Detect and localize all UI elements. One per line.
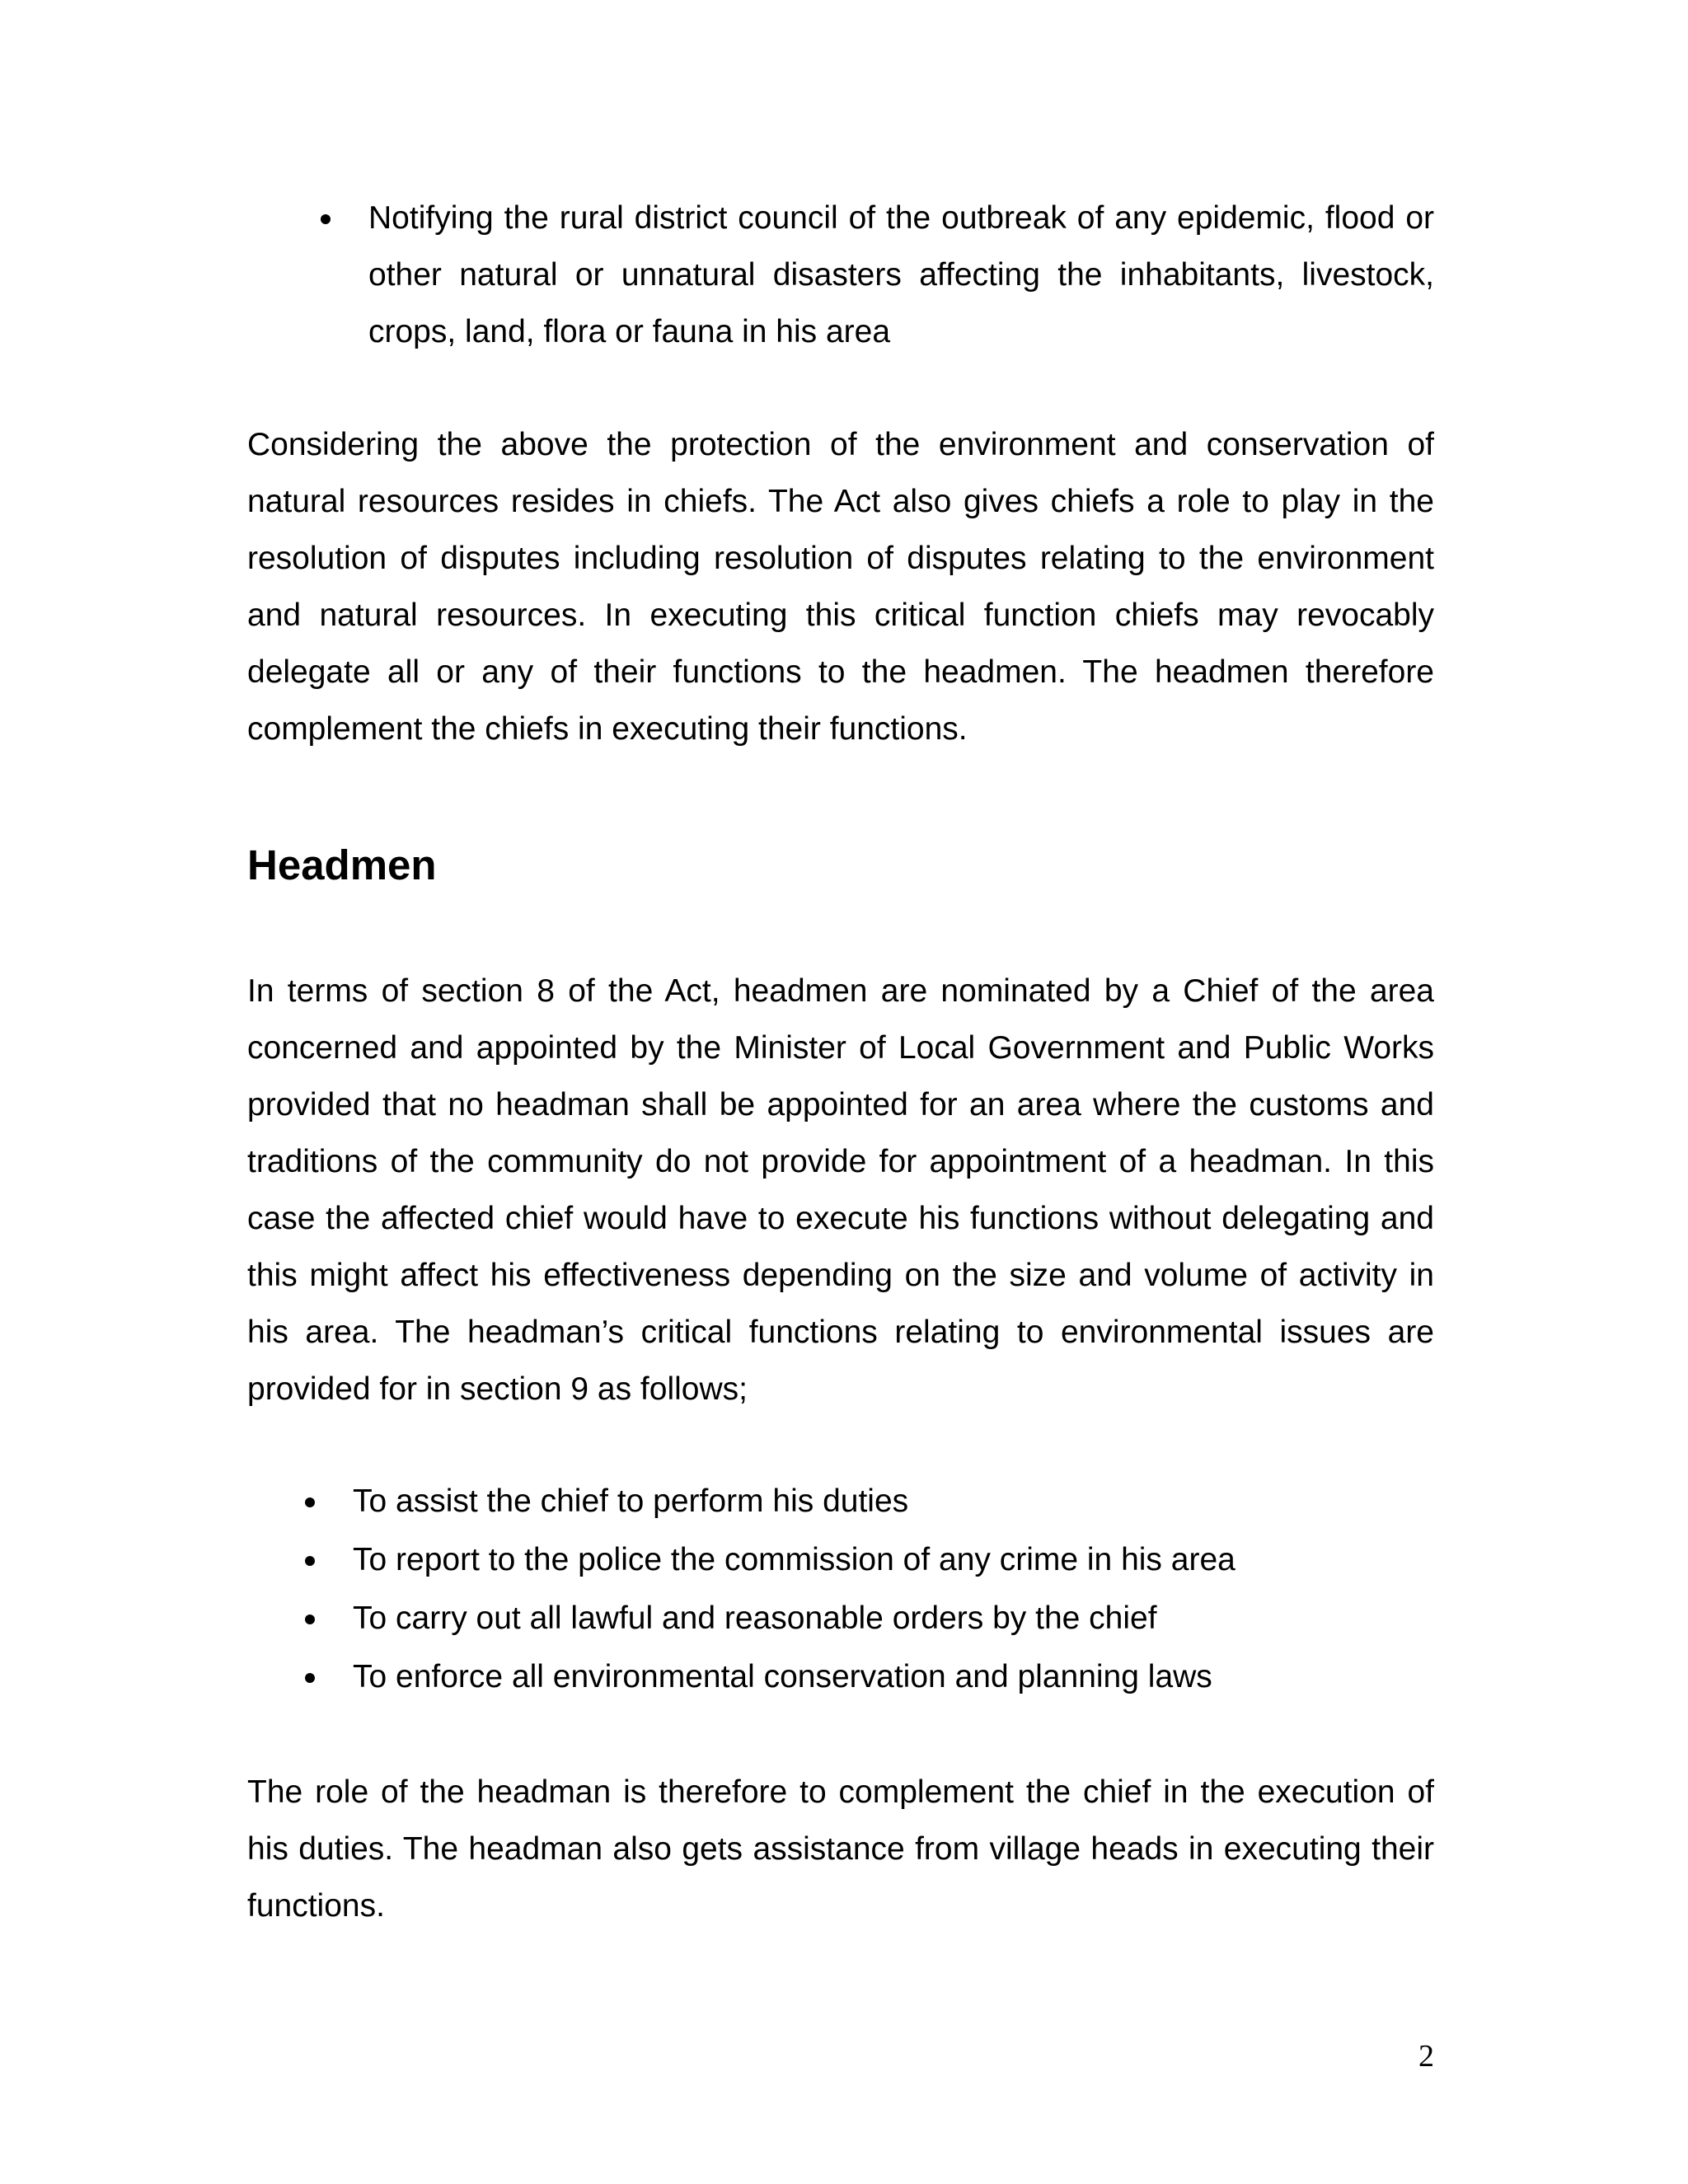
list-item: To enforce all environmental conservation and planning laws	[353, 1659, 1212, 1694]
paragraph-chiefs-role: Considering the above the protection of the environment and conservation of natural resources resides in chiefs. The Act also gives chiefs a role to play in the resolution of disputes including resolution of disputes relating to the environment and natural resources. In executing this critical function chiefs may revocably delegate all or any of their functions to the headmen. The headmen therefore complement the chiefs in executing their functions.	[247, 427, 1434, 747]
page-number: 2	[1418, 2039, 1434, 2074]
section-heading-headmen: Headmen	[247, 841, 437, 888]
top-bullet-text: Notifying the rural district council of the outbreak of any epidemic, flood or other natural or unnatural disasters affecting the inhabitants, livestock, crops, land, flora or fauna in his area	[368, 200, 1434, 349]
list-item: To carry out all lawful and reasonable orders by the chief	[353, 1601, 1157, 1636]
bullet-icon	[305, 1615, 315, 1624]
list-item: To report to the police the commission of any crime in his area	[353, 1542, 1236, 1577]
bullet-icon	[305, 1497, 315, 1507]
bullet-icon	[305, 1556, 315, 1566]
list-item: To assist the chief to perform his duties	[353, 1483, 909, 1519]
bullet-icon	[321, 214, 331, 224]
bullet-icon	[305, 1673, 315, 1683]
paragraph-headman-role: The role of the headman is therefore to complement the chief in the execution of his duties. The headman also gets assistance from village heads in executing their functions.	[247, 1774, 1434, 1924]
paragraph-headmen-appointment: In terms of section 8 of the Act, headmen are nominated by a Chief of the area concerned and appointed by the Minister of Local Government and Public Works provided that no headman shall be appointed for an area where the customs and traditions of the community do not provide for appointment of a headman. In this case the affected chief would have to execute his functions without delegating and this might affect his effectiveness depending on the size and volume of activity in his area. The headman’s critical functions relating to environmental issues are provided for in section 9 as follows;	[247, 973, 1434, 1407]
